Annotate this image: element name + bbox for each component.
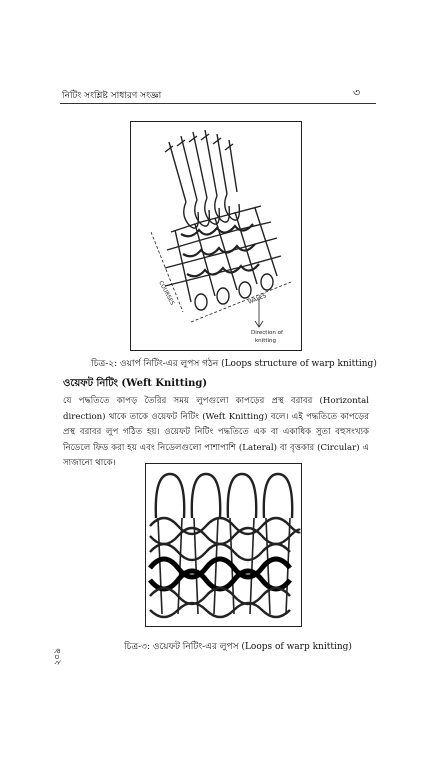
section-title: ওয়েফট নিটিং (Weft Knitting) xyxy=(63,378,208,389)
figure-1-caption: চিত্র-২: ওয়ার্প নিটিং-এর লুপস গঠন (Loops structure of warp knitting) xyxy=(91,359,377,369)
header-rule xyxy=(60,103,376,104)
direction-label-line2: knitting xyxy=(255,338,277,344)
page-number: ৩ xyxy=(353,86,361,99)
weft-knitting-illustration xyxy=(146,464,301,626)
direction-label-line1: Direction of xyxy=(251,330,283,336)
running-title: নিটিং সংশ্লিষ্ট সাধারণ সংজ্ঞা xyxy=(62,91,162,101)
figure-2-caption: চিত্র-৩: ওয়েফট নিটিং-এর লুপস (Loops of warp knitting) xyxy=(124,642,352,652)
courses-label: COURSES xyxy=(157,280,175,307)
warp-knitting-illustration xyxy=(131,122,301,350)
wales-label: WALES xyxy=(247,293,268,306)
side-page-number: ২০৯ xyxy=(53,648,63,666)
warp-knitting-figure xyxy=(130,121,302,351)
weft-knitting-figure xyxy=(145,463,302,627)
section-paragraph: যে পদ্ধতিতে কাপড় তৈরির সময় লুপগুলো কাপড়ের প্রস্থ বরাবর (Horizontal direction) থাকে তাকে ওয়েফট নিটিং (Weft Knitting) বলে। এই পদ্ধতিতে কাপড়ের প্রস্থ বরাবর লুপ গঠিত হয়। ওয়েফট নিটিং পদ্ধতিতে এক বা একাধিক সুতা বহুসংখ্যক নিডেলে ফিড করা হয় এবং নিডেলগুলো পাশাপাশি (Lateral) বা বৃত্তকার (Circular) এ সাজানো থাকে। xyxy=(63,396,369,468)
